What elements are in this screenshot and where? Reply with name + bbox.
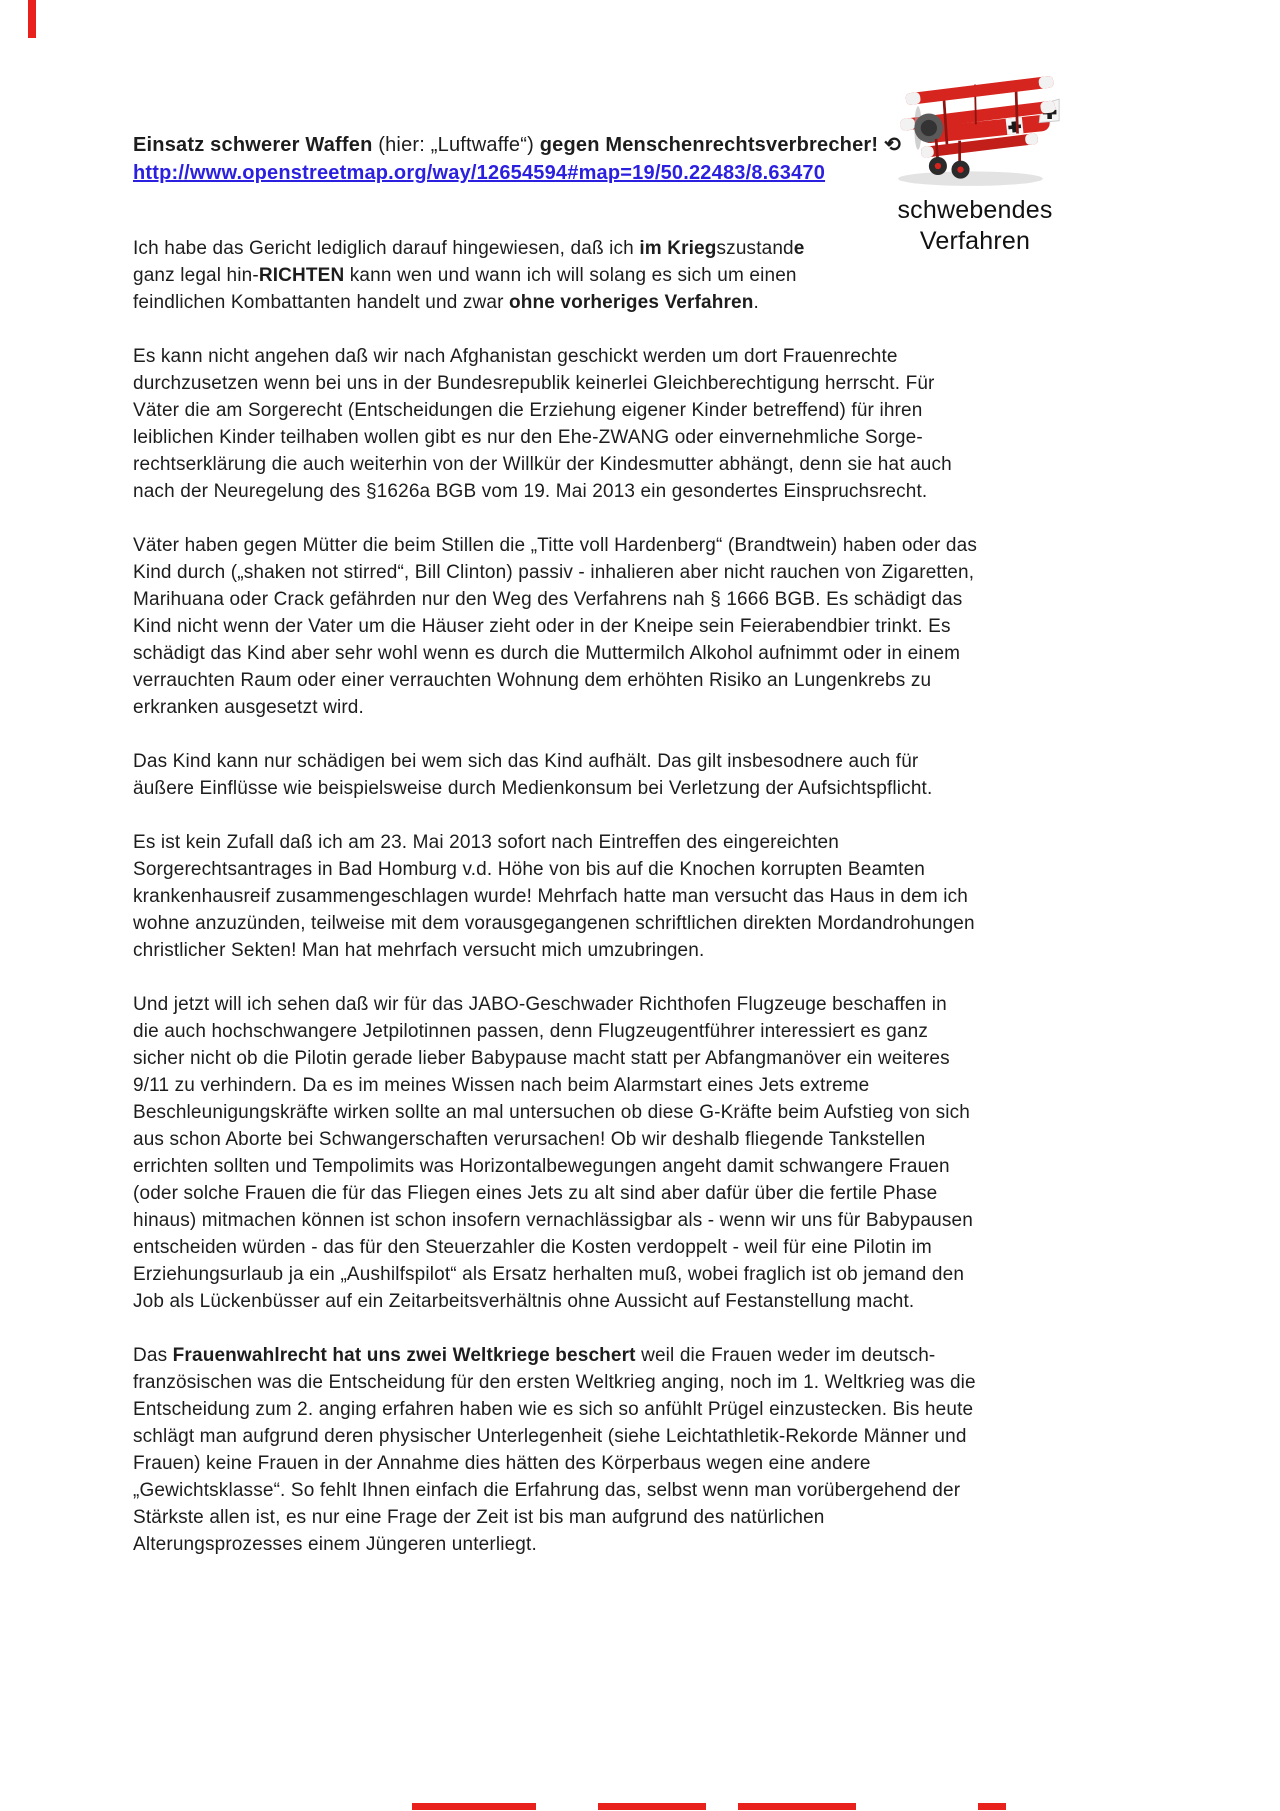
paragraph-frauenwahlrecht: Das Frauenwahlrecht hat uns zwei Weltkriege beschert weil die Frauen weder im deutsch-französischen was die Entscheidung für den ersten Weltkrieg anging, noch im 1. Weltkrieg was die Entscheidung zum 2. anging erfahren haben wie es sich so anfühlt Prügel einzustecken. Bis heute schlägt man aufgrund deren physischer Unterlegenheit (siehe Leichtathletik-Rekorde Männer und Frauen) keine Frauen in der Annahme dies hätten des Körperbaus wegen eine andere „Gewichtsklasse“. So fehlt Ihnen einfach die Erfahrung das, selbst wenn man vorübergehend der Stärkste allen ist, es nur eine Frage der Zeit ist bis man aufgrund des natürlichen Alterungsprozesses einem Jüngeren unterliegt. (133, 1345, 976, 1555)
red-triplane-image (880, 68, 1070, 188)
document-body (133, 130, 1053, 1558)
paragraph-kein-zufall: Es ist kein Zufall daß ich am 23. Mai 2013 sofort nach Eintreffen des eingereichten Sorgerechtsantrages in Bad Homburg v.d. Höhe von bis auf die Knochen korrupten Beamten krankenhausreif zusammengeschlagen wurde! Mehrfach hatte man versucht das Haus in dem ich wohne anzuzünden, teilweise mit dem vorausgegangenen schriftlichen direkten Mordandrohungen christlicher Sekten! Man hat mehrfach versucht mich umzubringen. (133, 832, 975, 961)
scan-artifact-bottom-1 (412, 1803, 536, 1810)
scan-artifact-bottom-3 (738, 1803, 856, 1810)
image-caption: schwebendes Verfahren (897, 196, 1053, 255)
header-block (133, 130, 901, 316)
paragraph-jabo-geschwader: Und jetzt will ich sehen daß wir für das JABO-Geschwader Richthofen Flugzeuge beschaffen in die auch hochschwangere Jetpilotinnen passen, denn Flugzeugentführer interessiert es ganz sicher nicht ob die Pilotin gerade lieber Babypause macht statt per Abfangmanöver ein weiteres 9/11 zu verhindern. Da es im meines Wissen nach beim Alarmstart eines Jets extreme Beschleunigungskräfte wirken sollte an mal untersuchen ob diese G-Kräfte beim Aufstieg von sich aus schon Aborte bei Schwangerschaften verursachen! Ob wir deshalb fliegende Tankstellen errichten sollten und Tempolimits was Horizontalbewegungen angeht damit schwangere Frauen (oder solche Frauen die für das Fliegen eines Jets zu alt sind aber dafür über die fertile Phase hinaus) mitmachen können ist schon insofern vernachlässigbar als - wenn wir uns für Babypausen entscheiden würden - das für den Steuerzahler die Kosten verdoppelt - weil für eine Pilotin im Erziehungsurlaub ja ein „Aushilfspilot“ als Ersatz herhalten muß, wobei fraglich ist ob jemand den Job als Lückenbüsser auf ein Zeitarbeitsverhältnis ohne Aussicht auf Festanstellung macht. (133, 994, 973, 1312)
scan-artifact-bottom-4 (978, 1803, 1006, 1810)
illustration-block (880, 68, 1070, 257)
scan-artifact-bottom-2 (598, 1803, 706, 1810)
paragraph-afghanistan: Es kann nicht angehen daß wir nach Afghanistan geschickt werden um dort Frauenrechte durchzusetzen wenn bei uns in der Bundesrepublik keinerlei Gleichberechtigung herrscht. Für Väter die am Sorgerecht (Entscheidungen die Erziehung eigener Kinder betreffend) für ihren leiblichen Kinder teilhaben wollen gibt es nur den Ehe-ZWANG oder einvernehmliche Sorge-rechtserklärung die auch weiterhin von der Willkür der Kindesmutter abhängt, denn sie hat auch nach der Neuregelung des §1626a BGB vom 19. Mai 2013 ein gesondertes Einspruchsrecht. (133, 346, 952, 502)
openstreetmap-link[interactable]: http://www.openstreetmap.org/way/12654594#map=19/50.22483/8.63470 (133, 162, 826, 184)
paragraph-vaeter-muetter: Väter haben gegen Mütter die beim Stillen die „Titte voll Hardenberg“ (Brandtwein) haben oder das Kind durch („shaken not stirred“, Bill Clinton) passiv - inhalieren aber nicht rauchen von Zigaretten, Marihuana oder Crack gefährden nur den Weg des Verfahrens nah § 1666 BGB. Es schädigt das Kind nicht wenn der Vater um die Häuser zieht oder in der Kneipe sein Feierabendbier trinkt. Es schädigt das Kind aber sehr wohl wenn es durch die Muttermilch Alkohol aufnimmt oder in einem verrauchten Raum oder einer verrauchten Wohnung dem erhöhten Risiko an Lungenkrebs zu erkranken ausgesetzt wird. (133, 535, 977, 718)
scan-artifact-top (28, 0, 36, 38)
document-title: Einsatz schwerer Waffen (hier: „Luftwaffe“) gegen Menschenrechtsverbrecher! ⟲ (133, 134, 901, 156)
paragraph-kind-schaedigen: Das Kind kann nur schädigen bei wem sich das Kind aufhält. Das gilt insbesodnere auch für äußere Einflüsse wie beispielsweise durch Medienkonsum bei Verletzung der Aufsichtspflicht. (133, 751, 933, 799)
paragraph-intro: Ich habe das Gericht lediglich darauf hingewiesen, daß ich im Kriegszustande ganz legal hin-RICHTEN kann wen und wann ich will solang es sich um einen feindlichen Kombattanten handelt und zwar ohne vorheriges Verfahren. (133, 238, 805, 313)
